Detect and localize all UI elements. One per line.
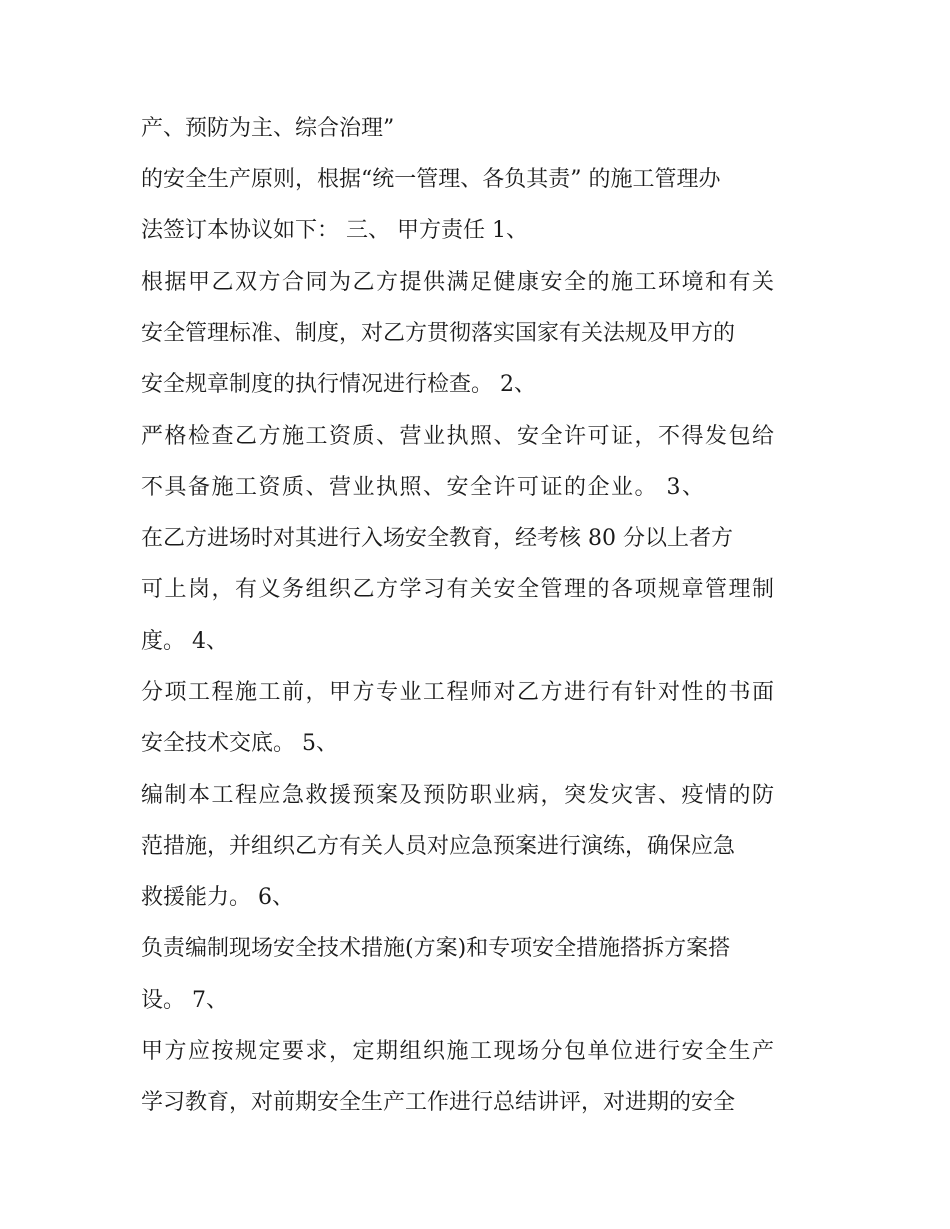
text-line: 甲方应按规定要求，定期组织施工现场分包单位进行安全生产 — [141, 1039, 776, 1064]
text-line: 安全规章制度的执行情况进行检查。 2、 — [141, 372, 536, 397]
text-line: 可上岗，有义务组织乙方学习有关安全管理的各项规章管理制 — [141, 577, 776, 602]
text-line: 产、预防为主、综合治理” — [141, 116, 395, 141]
text-line: 救援能力。 6、 — [141, 885, 294, 910]
text-line: 负责编制现场安全技术措施(方案)和专项安全措施搭拆方案搭 — [141, 936, 731, 961]
text-line: 根据甲乙双方合同为乙方提供满足健康安全的施工环境和有关 — [141, 270, 776, 295]
text-line: 安全管理标准、制度，对乙方贯彻落实国家有关法规及甲方的 — [141, 321, 736, 346]
text-line: 的安全生产原则，根据“统一管理、各负其责” 的施工管理办 — [141, 167, 721, 192]
text-line: 度。 4、 — [141, 629, 228, 654]
text-line: 不具备施工资质、营业执照、安全许可证的企业。 3、 — [141, 475, 706, 500]
text-line: 在乙方进场时对其进行入场安全教育，经考核 80 分以上者方 — [141, 526, 733, 551]
text-line: 学习教育，对前期安全生产工作进行总结讲评，对进期的安全 — [141, 1090, 736, 1115]
text-line: 严格检查乙方施工资质、营业执照、安全许可证，不得发包给 — [141, 424, 776, 449]
text-line: 设。 7、 — [141, 988, 228, 1013]
text-line: 法签订本协议如下： 三、 甲方责任 1、 — [141, 218, 528, 243]
text-line: 分项工程施工前，甲方专业工程师对乙方进行有针对性的书面 — [141, 680, 776, 705]
text-line: 编制本工程应急救援预案及预防职业病，突发灾害、疫情的防 — [141, 783, 776, 808]
text-line: 范措施，并组织乙方有关人员对应急预案进行演练，确保应急 — [141, 834, 736, 859]
text-line: 安全技术交底。 5、 — [141, 731, 338, 756]
